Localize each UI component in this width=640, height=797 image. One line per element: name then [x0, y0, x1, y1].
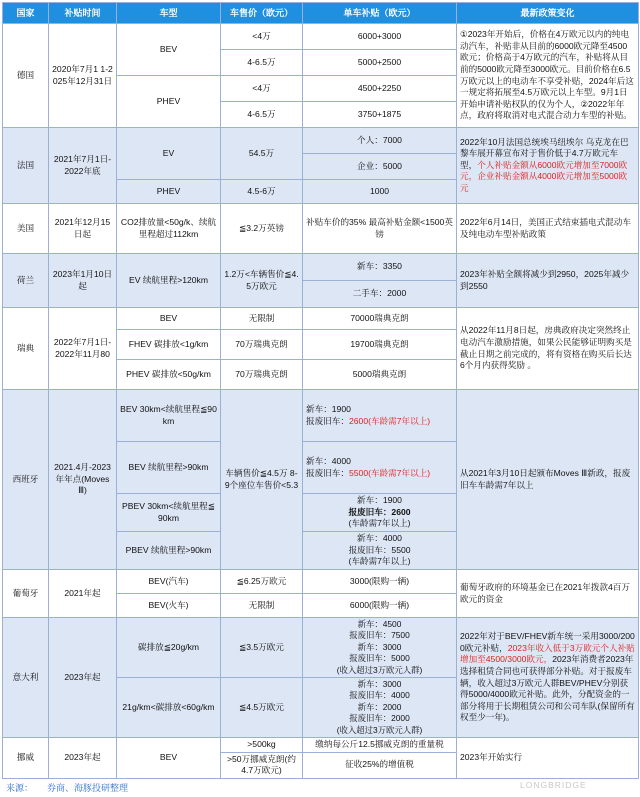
sweden-m2: FHEV 碳排放<1g/km [117, 330, 221, 360]
germany-policy: ①2023年开始后，价格在4万欧元以内的纯电动汽车，补贴非从目前的6000欧元降至4500欧元；价格高于4万欧元的汽车，补贴将从目前的5000欧元降至3000欧元。目前价格在6.5万欧元以上的电动车不享受补贴，2024年后这一规定将拓展至4.5万欧元以上车型。9月1日开始申请补贴权队的仅为个人，②2022年年点，政府将取消对电式混合动力车型的补贴。 [457, 24, 639, 128]
sweden-time: 2022年7月1日-2022年11月80 [49, 308, 117, 390]
spain-s3-age: (车龄需7年以上) [348, 518, 411, 529]
header-policy: 最新政策变化 [457, 3, 639, 24]
italy-policy-text: 2022年对于BEV/FHEV新车统一采用3000/2000欧元补贴， [460, 631, 635, 653]
portugal-country: 葡萄牙 [3, 570, 49, 618]
italy-p2: ≦4.5万欧元 [221, 678, 303, 738]
italy-m2: 21g/km<碳排放<60g/km [117, 678, 221, 738]
norway-country: 挪威 [3, 738, 49, 779]
usa-sub: 补贴车价的35% 最高补贴金额<1500英镑 [303, 204, 457, 254]
italy-p1: ≦3.5万欧元 [221, 618, 303, 678]
germany-time: 2020年7月1 1-2025年12月31日 [49, 24, 117, 128]
header-price: 车售价（欧元） [221, 3, 303, 24]
france-policy [457, 128, 639, 204]
table-row [3, 390, 639, 442]
france-time: 2021年7月1日-2022年底 [49, 128, 117, 204]
norway-model: BEV [117, 738, 221, 779]
germany-sub4: 3750+1875 [303, 102, 457, 128]
netherlands-policy: 2023年补贴全额将减少到2950，2025年减少到2550 [457, 254, 639, 308]
germany-bev: BEV [117, 24, 221, 76]
portugal-policy: 葡萄牙政府的环境基金已在2021年拨款4百万欧元的资金 [457, 570, 639, 618]
netherlands-country: 荷兰 [3, 254, 49, 308]
sweden-s2: 19700瑞典克朗 [303, 330, 457, 360]
germany-price2: 4-6.5万 [221, 50, 303, 76]
sweden-s1: 70000瑞典克朗 [303, 308, 457, 330]
netherlands-sub-b: 二手车：2000 [303, 281, 457, 308]
germany-price3: <4万 [221, 76, 303, 102]
table-row [3, 204, 639, 254]
table-row [3, 24, 639, 50]
italy-country: 意大利 [3, 618, 49, 738]
watermark: LONGBRIDGE [520, 780, 587, 790]
italy-s1-line: 新车：3000 [357, 641, 402, 652]
france-ev: EV [117, 128, 221, 180]
france-policy-text: 2022年10月法国总统埃马纽埃尔 乌克龙在巴黎车展开幕宣布对于售价低于4.7万欧元车型， [460, 136, 629, 170]
norway-time: 2023年起 [49, 738, 117, 779]
portugal-p2: 无限制 [221, 594, 303, 618]
france-sub-a: 个人：7000 [303, 128, 457, 154]
sweden-m3: PHEV 碳排放<50g/km [117, 360, 221, 390]
usa-time: 2021年12月15日起 [49, 204, 117, 254]
germany-phev: PHEV [117, 76, 221, 128]
spain-s4-age: (车龄需7年以上) [348, 556, 411, 567]
spain-m4: PBEV 续航里程>90km [117, 532, 221, 570]
table-row [3, 128, 639, 154]
france-sub-b: 企业：5000 [303, 154, 457, 180]
italy-s1 [303, 618, 457, 678]
italy-s2-line: 报废旧车：4000 [349, 690, 410, 701]
spain-s3-new: 新车：1900 [357, 495, 402, 506]
header-subsidy: 单车补贴（欧元） [303, 3, 457, 24]
spain-s3 [303, 494, 457, 532]
spain-s3-scrap: 报废旧车：2600 [348, 506, 411, 517]
sweden-s3: 5000瑞典克朗 [303, 360, 457, 390]
table-row [3, 618, 639, 678]
france-price1: 54.5万 [221, 128, 303, 180]
italy-s2 [303, 678, 457, 738]
france-country: 法国 [3, 128, 49, 204]
germany-price1: <4万 [221, 24, 303, 50]
france-price2: 4.5-6万 [221, 180, 303, 204]
sweden-policy: 从2022年11月8日起，房典政府决定突然终止电动汽车激励措施，如果公民能够证明购买是截止日期之前完成的，将有资格在购买后长达6个月内获得奖励 。 [457, 308, 639, 390]
france-policy-highlight: 个人补贴金额从6000欧元增加至7000欧元，企业补贴金额从4000欧元增加至5000欧元 [460, 159, 628, 193]
france-phev: PHEV [117, 180, 221, 204]
germany-country: 德国 [3, 24, 49, 128]
spain-s2-scrap: 报废旧车： [306, 467, 349, 478]
usa-model: CO2排放量<50g/k、续航里程超过112km [117, 204, 221, 254]
source-text: 券商、海豚投研整理 [47, 783, 129, 793]
portugal-s1: 3000(限购一辆) [303, 570, 457, 594]
spain-s4 [303, 532, 457, 570]
spain-m1: BEV 30km<续航里程≦90km [117, 390, 221, 442]
norway-policy: 2023年开始实行 [457, 738, 639, 779]
italy-time: 2023年起 [49, 618, 117, 738]
sweden-p1: 无限制 [221, 308, 303, 330]
norway-p2: >50万挪威克朗(约4.7万欧元) [221, 752, 303, 778]
source-label: 来源： [6, 783, 34, 793]
italy-s2-line: 报废旧车：2000 [349, 713, 410, 724]
header-row [3, 3, 639, 24]
portugal-p1: ≦6.25万欧元 [221, 570, 303, 594]
spain-policy: 从2021年3月10日起颁布Moves Ⅲ新政，报废旧车车龄需7年以上 [457, 390, 639, 570]
netherlands-price: 1.2万<车辆售价≦4.5万欧元 [221, 254, 303, 308]
portugal-time: 2021年起 [49, 570, 117, 618]
italy-policy-text-2: 2023年消费者2023年选择租赁合同也可获得部分补贴。对于报废车辆，收入超过3万欧元人群BEV/PHEV分别获得5000/4000欧元补贴。此外，分配资金的一部分将用于长期租赁公司和公司车队(保留所有权至少一年)。 [460, 654, 635, 723]
header-country: 国家 [3, 3, 49, 24]
spain-country: 西班牙 [3, 390, 49, 570]
sweden-p2: 70万瑞典克朗 [221, 330, 303, 360]
source-note [6, 781, 128, 794]
sweden-p3: 70万瑞典克朗 [221, 360, 303, 390]
italy-m1: 碳排放≦20g/km [117, 618, 221, 678]
norway-s2: 征收25%的增值税 [303, 752, 457, 778]
france-sub-c: 1000 [303, 180, 457, 204]
spain-s2-scrap-value: 5500(车龄需7年以上) [348, 467, 431, 478]
italy-policy-highlight: 2023年收入低于3万欧元个人补贴增加至4500/3000欧元， [460, 642, 635, 665]
table-row [3, 738, 639, 753]
header-model: 车型 [117, 3, 221, 24]
italy-s1-line: (收入超过3万欧元人群) [336, 664, 423, 675]
subsidy-table [2, 2, 639, 779]
italy-s2-line: 新车：2000 [357, 701, 402, 712]
spain-s4-new: 新车：4000 [357, 533, 402, 544]
spain-s1 [303, 390, 457, 442]
portugal-s2: 6000(限购一辆) [303, 594, 457, 618]
italy-s2-line: (收入超过3万欧元人群) [336, 724, 423, 735]
germany-sub3: 4500+2250 [303, 76, 457, 102]
spain-m3: PBEV 30km<续航里程≦90km [117, 494, 221, 532]
italy-s1-line: 报废旧车：5000 [349, 653, 410, 664]
spain-price: 车辆售价≦4.5万 8-9个座位车售价<5.3 [221, 390, 303, 570]
spain-s4-scrap: 报废旧车：5500 [348, 544, 411, 555]
italy-s1-line: 报废旧车：7500 [349, 630, 410, 641]
header-time: 补贴时间 [49, 3, 117, 24]
norway-p1: >500kg [221, 738, 303, 753]
italy-s1-line: 新车：4500 [357, 619, 402, 630]
spain-s1-scrap: 报废旧车： [306, 415, 349, 426]
germany-price4: 4-6.5万 [221, 102, 303, 128]
portugal-m1: BEV(汽车) [117, 570, 221, 594]
spain-s2-new: 新车：4000 [306, 455, 351, 466]
netherlands-sub-a: 新车：3350 [303, 254, 457, 281]
table-row [3, 570, 639, 594]
netherlands-model: EV 续航里程>120km [117, 254, 221, 308]
spain-s1-new: 新车：1900 [306, 403, 351, 414]
netherlands-time: 2023年1月10日起 [49, 254, 117, 308]
spain-s1-scrap-value: 2600(车龄需7年以上) [348, 415, 431, 426]
usa-policy: 2022年6月14日，美国正式结束插电式混动车及纯电动车型补贴政策 [457, 204, 639, 254]
spain-time: 2021.4月-2023年年点(Moves Ⅲ) [49, 390, 117, 570]
germany-sub2: 5000+2500 [303, 50, 457, 76]
sweden-m1: BEV [117, 308, 221, 330]
germany-sub1: 6000+3000 [303, 24, 457, 50]
spain-s2 [303, 442, 457, 494]
italy-s2-line: 新车：3000 [357, 679, 402, 690]
usa-country: 美国 [3, 204, 49, 254]
table-row [3, 254, 639, 281]
table-row [3, 308, 639, 330]
italy-policy [457, 618, 639, 738]
usa-price: ≦3.2万英镑 [221, 204, 303, 254]
spain-m2: BEV 续航里程>90km [117, 442, 221, 494]
norway-s1: 缴纳每公斤12.5挪威克朗的重量税 [303, 738, 457, 753]
sweden-country: 瑞典 [3, 308, 49, 390]
portugal-m2: BEV(火车) [117, 594, 221, 618]
